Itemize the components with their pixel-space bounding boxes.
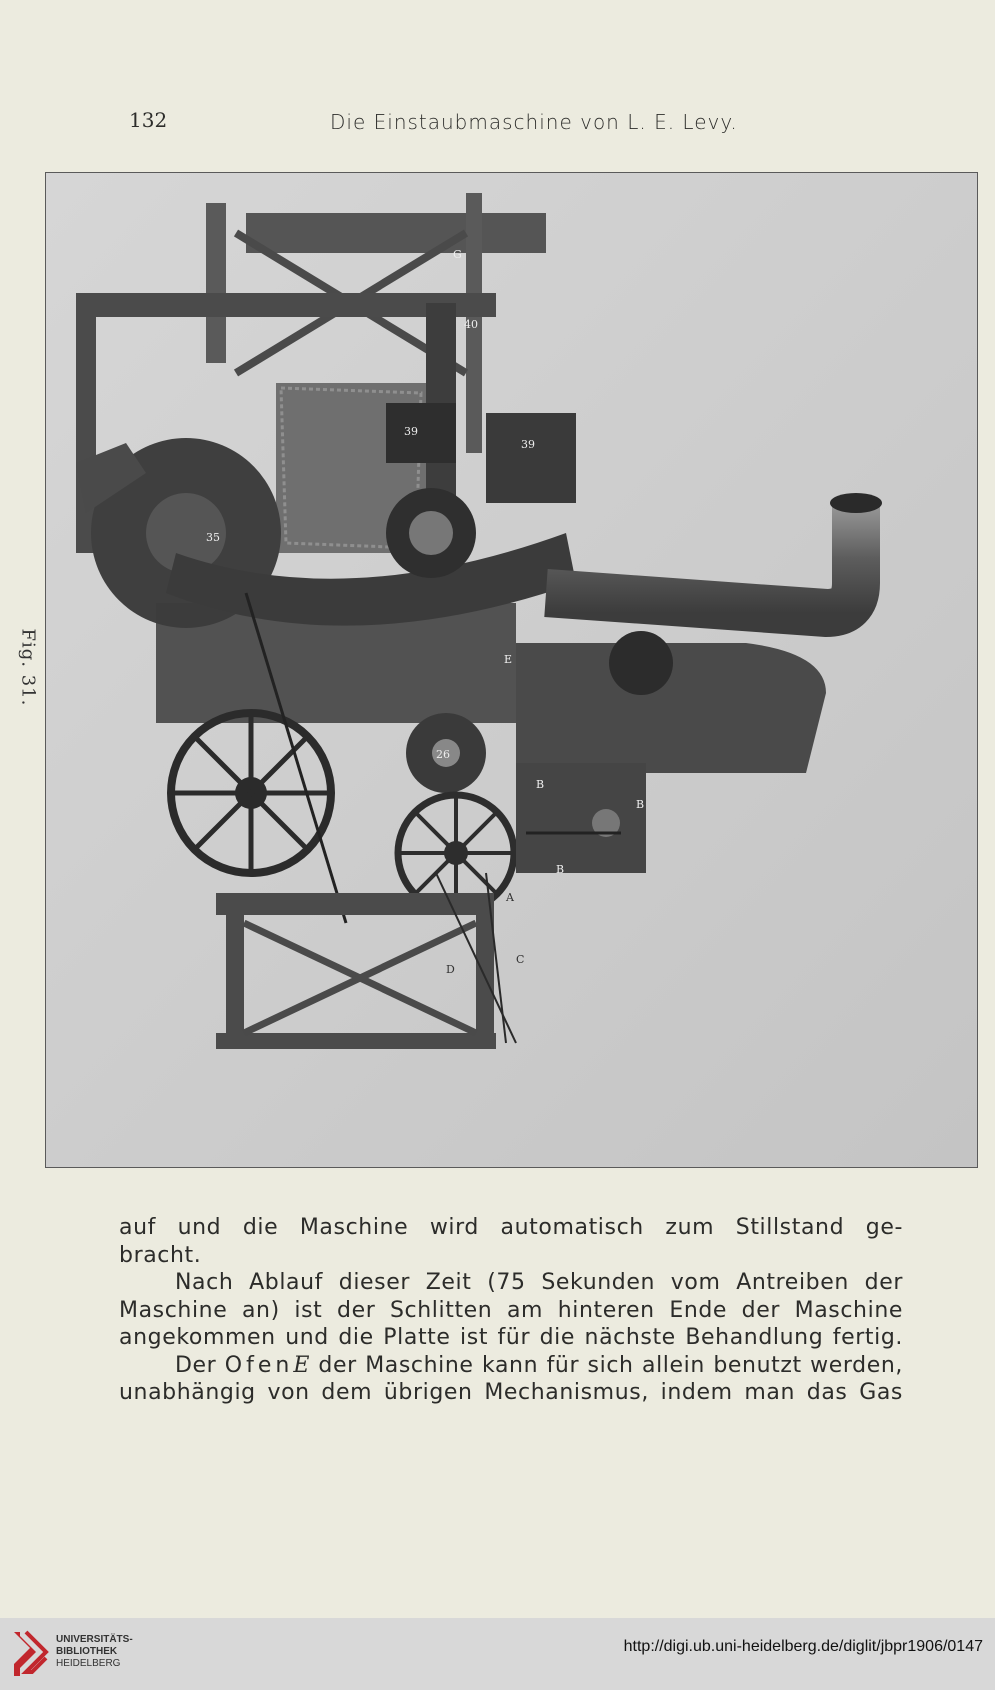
text-line: auf und die Maschine wird automatisch zum Stillstand ge- <box>119 1215 903 1240</box>
reference-letter: E <box>293 1352 310 1378</box>
figure-label: 35 <box>206 531 220 544</box>
text-line: Nach Ablauf dieser Zeit (75 Sekunden vom Antreiben der <box>175 1270 903 1295</box>
running-title: Die Einstaubmaschine von L. E. Levy. <box>330 110 738 134</box>
text-line: bracht. <box>119 1242 202 1268</box>
library-name-line: HEIDELBERG <box>56 1658 121 1669</box>
figure-label: B <box>636 798 645 811</box>
figure-label: B <box>536 778 545 791</box>
running-head <box>0 108 995 138</box>
figure-label: D <box>446 963 455 976</box>
text-line <box>119 1352 903 1380</box>
library-name-line: UNIVERSITÄTS- <box>56 1634 133 1645</box>
figure-label: 26 <box>436 748 450 761</box>
figure-label: 39 <box>521 438 535 451</box>
figure-caption <box>16 630 40 710</box>
library-name <box>56 1634 133 1670</box>
permalink-url[interactable]: http://digi.ub.uni-heidelberg.de/diglit/jbpr1906/0147 <box>623 1638 983 1655</box>
figure-label: E <box>504 653 513 666</box>
page-number: 132 <box>129 108 168 132</box>
library-footer <box>0 1618 995 1690</box>
library-logo-icon <box>10 1628 50 1680</box>
library-name-line: BIBLIOTHEK <box>56 1646 118 1657</box>
text-fragment: der Maschine kann für sich allein benutzt werden, <box>309 1352 903 1378</box>
figure-label: 39 <box>404 425 418 438</box>
spaced-term-ofen: Ofen <box>224 1352 294 1378</box>
text-line: Maschine an) ist der Schlitten am hinteren Ende der Maschine <box>119 1297 903 1323</box>
text-fragment: Der <box>175 1352 225 1378</box>
figure-label: B <box>556 863 565 876</box>
text-line: unabhängig von dem übrigen Mechanismus, indem man das Gas <box>119 1380 903 1405</box>
figure-label: C <box>516 953 525 966</box>
machine-illustration <box>46 173 977 1167</box>
figure-caption-text: Fig. 31. <box>17 628 39 707</box>
machine-photograph <box>45 172 978 1168</box>
text-line: angekommen und die Platte ist für die nächste Behandlung fertig. <box>119 1325 903 1350</box>
figure-label: 40 <box>464 318 478 331</box>
figure-label: A <box>506 891 514 904</box>
figure-label: G <box>453 248 462 261</box>
body-text <box>119 1214 903 1407</box>
